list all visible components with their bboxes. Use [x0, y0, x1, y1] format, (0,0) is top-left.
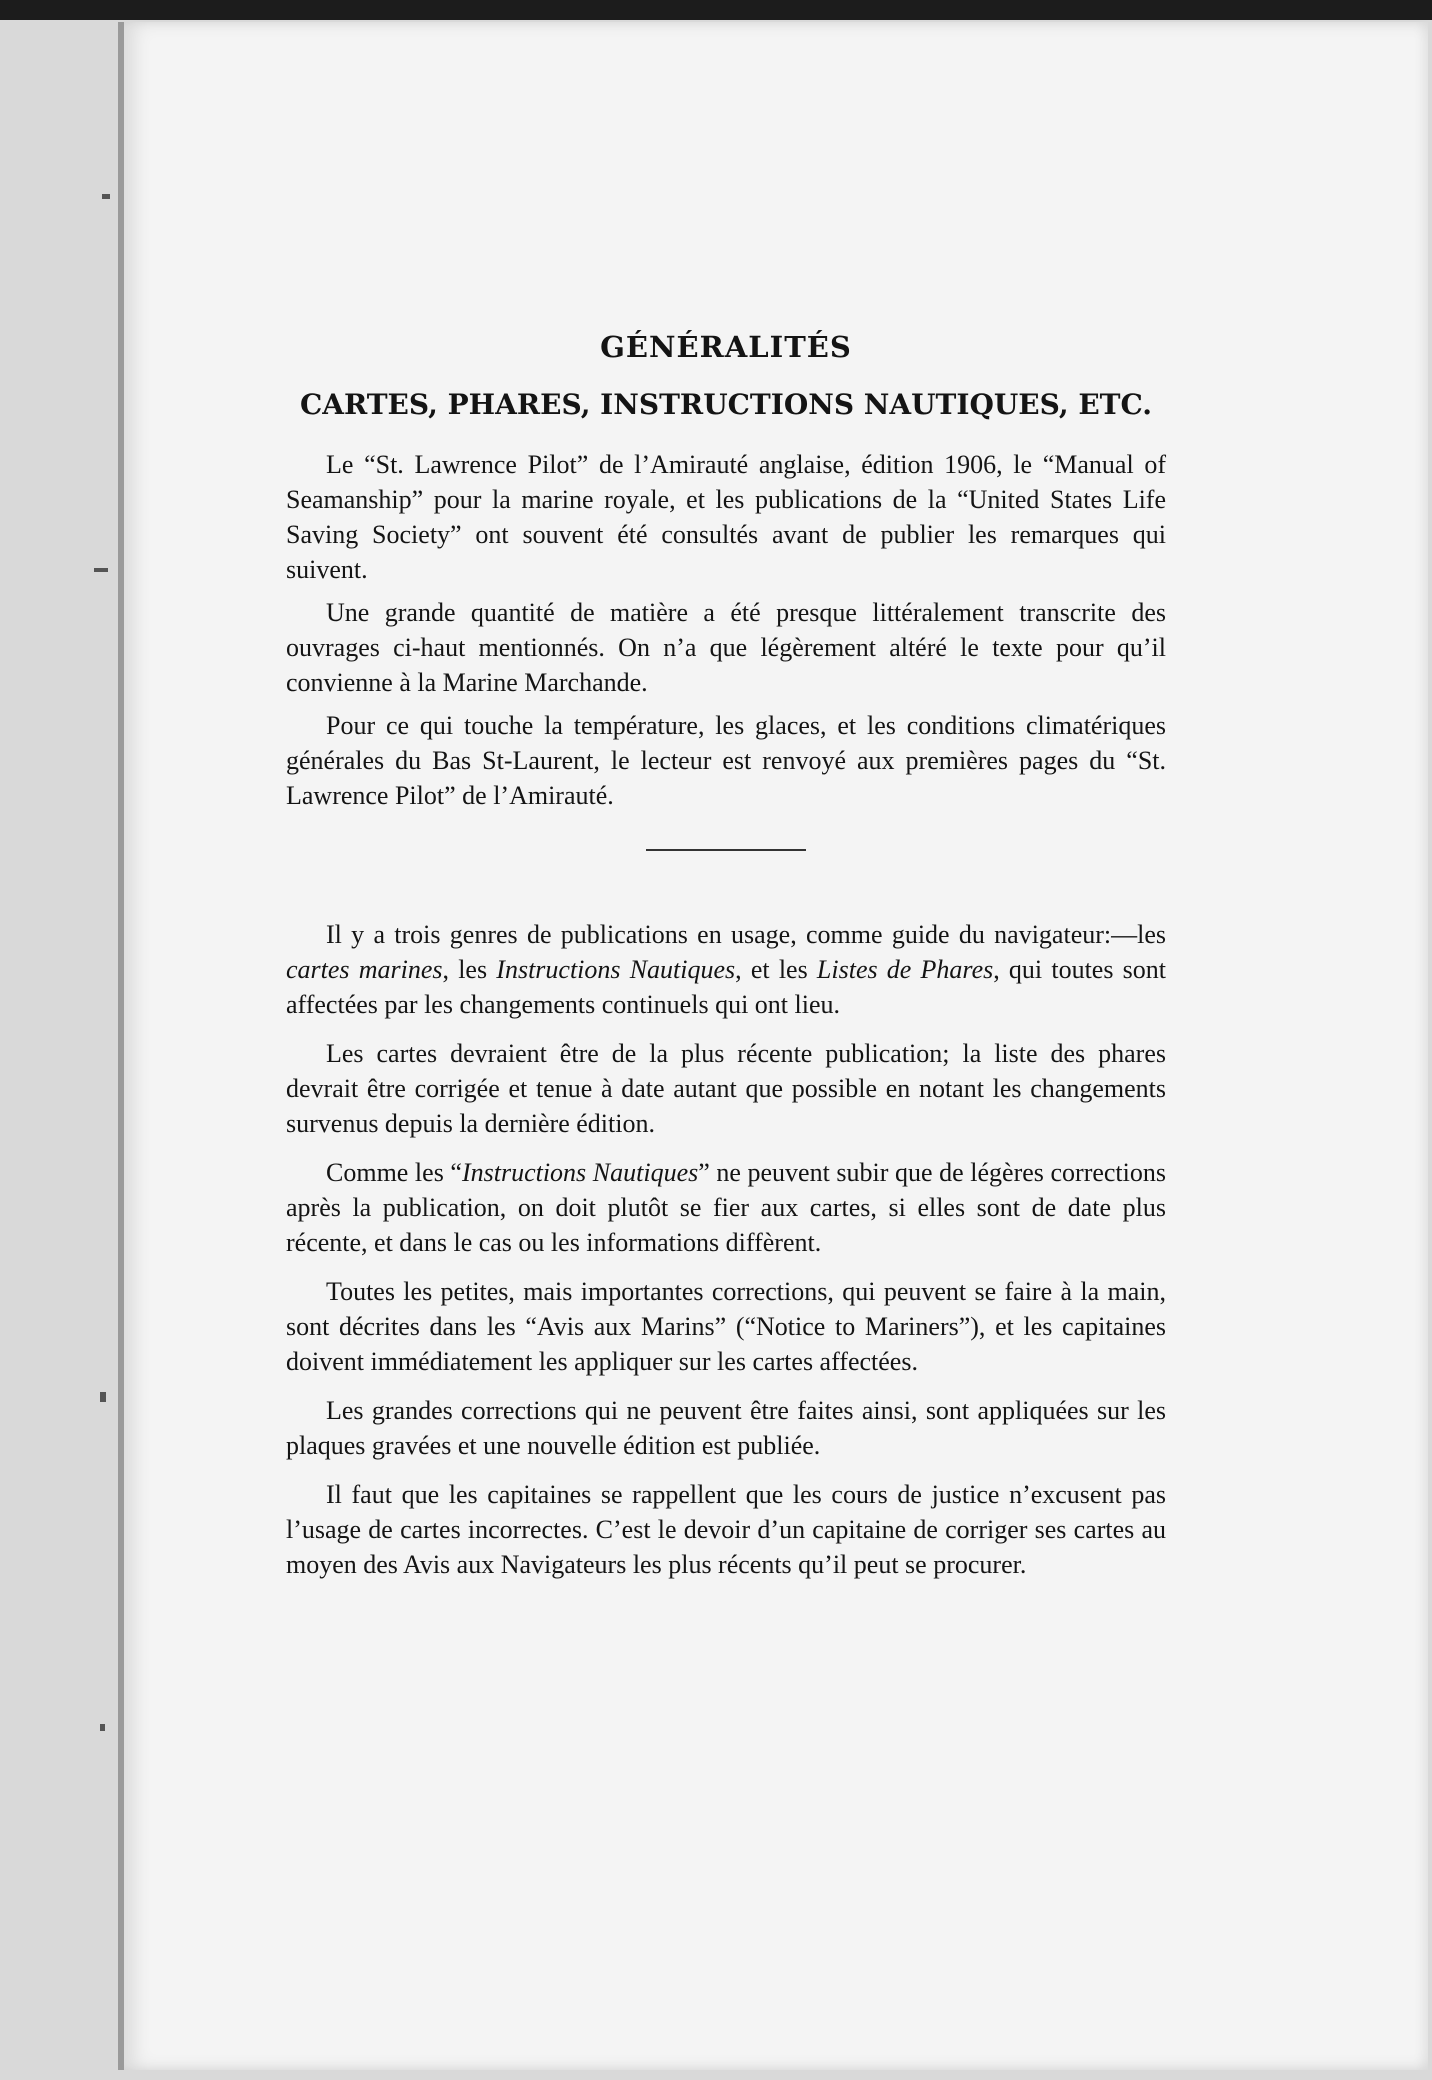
- margin-mark: [100, 1392, 106, 1402]
- italic-text: Instructions Nautiques: [461, 1158, 699, 1187]
- document-body: [286, 330, 1166, 1596]
- body-paragraph: Il faut que les capitaines se rappellent que les cours de justice n’excusent pas l’usage de cartes incorrectes. C’est le devoir d’un capitaine de corriger ses cartes au moyen des Avis aux Navigateurs les plus récents qu’il peut se procurer.: [286, 1480, 1166, 1579]
- margin-mark: [102, 194, 110, 199]
- intro-paragraph: Le “St. Lawrence Pilot” de l’Amirauté anglaise, édition 1906, le “Manual of Seamanship” pour la marine royale, et les publications de la “United States Life Saving Society” ont souvent été consultés avant de publier les remarques qui suivent.: [286, 450, 1166, 584]
- italic-text: Instructions Nautiques: [496, 955, 736, 984]
- intro-paragraph: Pour ce qui touche la température, les glaces, et les conditions climatériques générales du Bas St-Laurent, le lecteur est renvoyé aux premières pages du “St. Lawrence Pilot” de l’Amirauté.: [286, 711, 1166, 810]
- body-paragraph: Les cartes devraient être de la plus récente publication; la liste des phares devrait être corrigée et tenue à date autant que possible en notant les changements survenus depuis la dernière édition.: [286, 1039, 1166, 1138]
- text-run: ” ne peuvent subir que de légères corrections après la publication, on doit plutôt se fier aux cartes, si elles sont de date plus récente, et dans le cas ou les informations diffèrent.: [286, 1158, 1166, 1257]
- intro-paragraph: Une grande quantité de matière a été presque littéralement transcrite des ouvrages ci-haut mentionnés. On n’a que légèrement altéré le texte pour qu’il convienne à la Marine Marchande.: [286, 598, 1166, 697]
- text-run: , qui toutes sont affectées par les changements continuels qui ont lieu.: [286, 955, 1166, 1019]
- body-paragraph: Toutes les petites, mais importantes corrections, qui peuvent se faire à la main, sont décrites dans les “Avis aux Marins” (“Notice to Mariners”), et les capitaines doivent immédiatement les appliquer sur les cartes affectées.: [286, 1277, 1166, 1376]
- body-paragraph: [286, 1155, 1166, 1260]
- body-paragraph: [286, 917, 1166, 1022]
- italic-text: cartes marines: [286, 955, 443, 984]
- section-subtitle: CARTES, PHARES, INSTRUCTIONS NAUTIQUES, ETC.: [299, 388, 1153, 421]
- text-run: , les: [442, 955, 497, 984]
- margin-mark: [94, 568, 108, 572]
- italic-text: Listes de Phares: [816, 955, 994, 984]
- body-paragraph: Les grandes corrections qui ne peuvent être faites ainsi, sont appliquées sur les plaques gravées et une nouvelle édition est publiée.: [286, 1396, 1166, 1460]
- margin-mark: [100, 1724, 105, 1731]
- section-divider: [646, 849, 806, 851]
- section-title: GÉNÉRALITÉS: [600, 330, 852, 364]
- text-run: Il y a trois genres de publications en usage, comme guide du navigateur:—les: [326, 920, 1166, 949]
- text-run: , et les: [735, 955, 817, 984]
- text-run: Comme les “: [326, 1158, 462, 1187]
- scan-top-edge: [0, 0, 1432, 20]
